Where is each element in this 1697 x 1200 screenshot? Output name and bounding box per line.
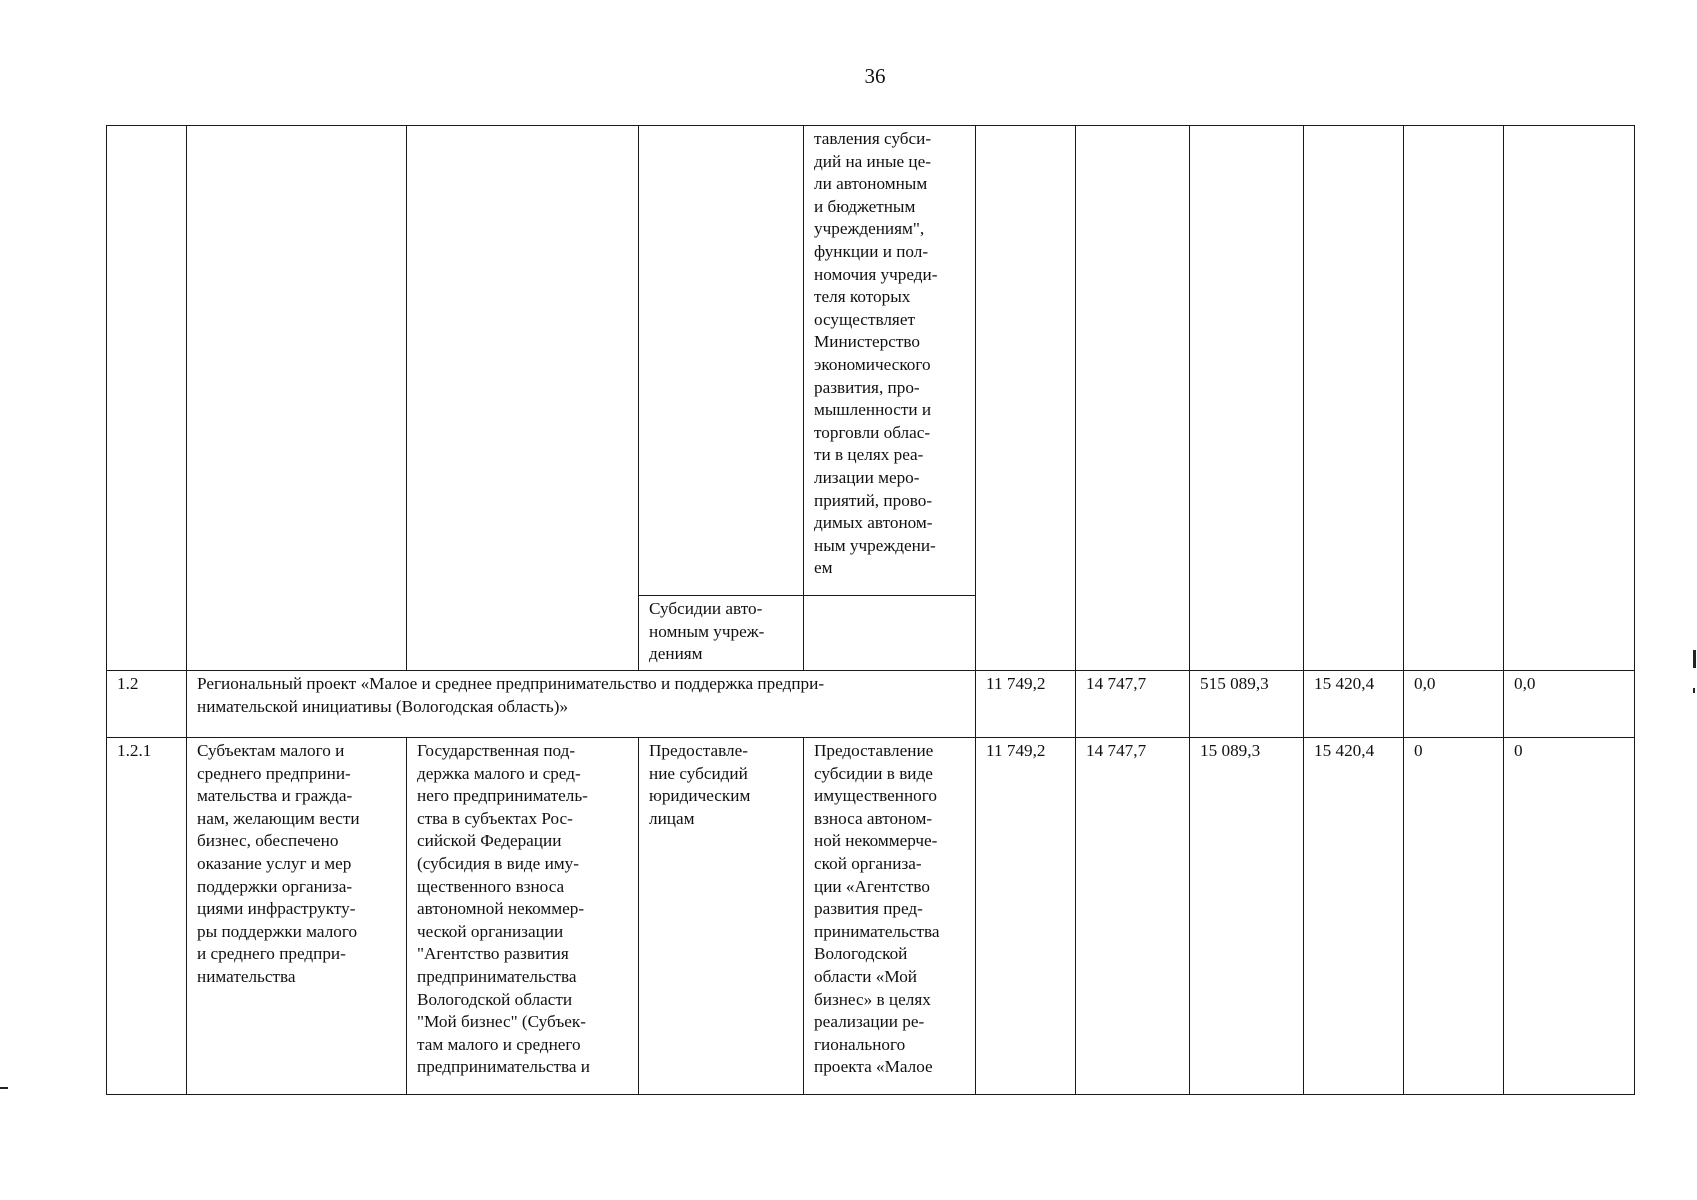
value-cell: 11 749,2 xyxy=(976,671,1076,738)
cell-empty xyxy=(1304,126,1404,671)
cell-empty xyxy=(1190,126,1304,671)
cell-direction xyxy=(804,738,976,1095)
cell-empty xyxy=(976,126,1076,671)
table-row-1-2 xyxy=(107,671,1635,738)
scan-mark xyxy=(1693,650,1696,668)
result-text: Субъектам малого и среднего предприни- мательства и гражда- нам, желающим вести бизнес, обеспечено оказание услуг и мер поддержки организа- циями инфраструкту- ры поддержки малого и среднего предпри- нимательства xyxy=(197,741,360,986)
measure-text: Государственная под- держка малого и сред- него предприниматель- ства в субъектах Рос- сийской Федерации (субсидия в виде иму- щественного взноса автономной некоммер- ческой организации "Агентство развития предпринимательства Вологодской области "Мой бизнес" (Субъек- там малого и среднего предпринимательства и xyxy=(417,741,590,1077)
value-cell: 14 747,7 xyxy=(1076,671,1190,738)
cell-measure xyxy=(407,738,639,1095)
expense-type-text: Предоставле- ние субсидий юридическим лицам xyxy=(649,741,751,828)
value-cell: 515 089,3 xyxy=(1190,671,1304,738)
value-cell: 11 749,2 xyxy=(976,738,1076,1095)
value-cell: 14 747,7 xyxy=(1076,738,1190,1095)
cell-empty xyxy=(187,126,407,671)
page-number: 36 xyxy=(864,64,886,88)
cell-empty xyxy=(1076,126,1190,671)
row-number: 1.2.1 xyxy=(107,738,187,1095)
scan-mark xyxy=(0,1087,8,1089)
regional-project-title xyxy=(187,671,976,738)
budget-table xyxy=(106,125,1635,1095)
cell-empty xyxy=(407,126,639,671)
cell-empty xyxy=(1504,126,1635,671)
cell-expense-type xyxy=(639,738,804,1095)
cell-result xyxy=(187,738,407,1095)
direction-text: тавления субси- дий на иные це- ли автономным и бюджетным учреждениям", функции и пол- номочия учреди- теля которых осуществляет Министерство экономического развития, про- мышленности и торговли облас- ти в целях реа- лизации меро- приятий, прово- димых автоном- ным учреждени- ем xyxy=(814,129,938,578)
expense-type-text: Субсидии авто- номным учреж- дениям xyxy=(649,599,765,664)
table-row-continuation xyxy=(107,126,1635,596)
cell-empty xyxy=(639,126,804,596)
cell-expense-type xyxy=(639,596,804,671)
value-cell: 0 xyxy=(1404,738,1504,1095)
table-row-1-2-1 xyxy=(107,738,1635,1095)
value-cell: 15 420,4 xyxy=(1304,671,1404,738)
cell-empty xyxy=(107,126,187,671)
cell-direction-continued xyxy=(804,126,976,596)
project-title-text: Региональный проект «Малое и среднее предпринимательство и поддержка предпри- нимательской инициативы (Вологодская область)» xyxy=(197,674,825,716)
row-number: 1.2 xyxy=(107,671,187,738)
direction-text: Предоставление субсидии в виде имущественного взноса автоном- ной некоммерче- ской организа- ции «Агентство развития пред- принимательства Вологодской области «Мой бизнес» в целях реализации ре- гионального проекта «Малое xyxy=(814,741,940,1077)
value-cell: 15 420,4 xyxy=(1304,738,1404,1095)
value-cell: 0,0 xyxy=(1504,671,1635,738)
value-cell: 0,0 xyxy=(1404,671,1504,738)
scan-mark xyxy=(1693,688,1695,693)
value-cell: 0 xyxy=(1504,738,1635,1095)
cell-empty xyxy=(1404,126,1504,671)
value-cell: 15 089,3 xyxy=(1190,738,1304,1095)
cell-empty xyxy=(804,596,976,671)
